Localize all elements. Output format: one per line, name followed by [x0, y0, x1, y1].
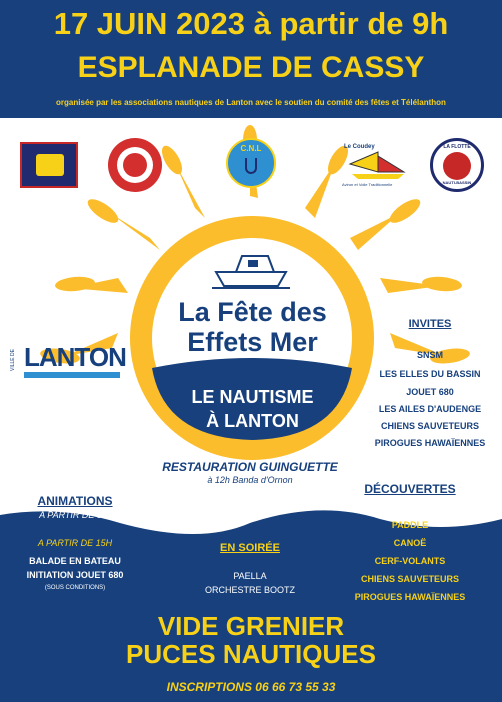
la-flotte-logo-bottom: NAUTI-BASSIN — [442, 180, 472, 185]
soiree-item1: PAELLA — [233, 571, 267, 581]
club-logo-1 — [20, 142, 78, 188]
invite-item: PIROGUES HAWAÏENNES — [374, 438, 486, 448]
coudey-logo-text: Le Coudey — [344, 144, 375, 150]
event-title-line2: Effets Mer — [187, 327, 318, 357]
wave-background — [0, 505, 502, 702]
decouverte-item: PIROGUES HAWAÏENNES — [354, 592, 466, 602]
animations-item2: INITIATION JOUET 680 — [26, 570, 124, 580]
theme-line2: À LANTON — [206, 411, 299, 431]
event-date: 17 JUIN 2023 à partir de 9h — [53, 6, 449, 41]
invites-heading: INVITES — [408, 318, 452, 330]
event-title — [150, 297, 355, 357]
event-venue: ESPLANADE DE CASSY — [77, 51, 425, 84]
invite-item: JOUET 680 — [406, 387, 454, 397]
animations-time2: A PARTIR DE 15H — [37, 538, 113, 548]
theme-line1: LE NAUTISME — [191, 387, 314, 407]
ville-name: LANTON — [24, 342, 126, 372]
invite-item: LES AILES D'AUDENGE — [378, 404, 482, 414]
event-theme — [170, 385, 335, 433]
invite-item: LES ELLES DU BASSIN — [379, 369, 481, 379]
inscriptions-phone: INSCRIPTIONS 06 66 73 55 33 — [166, 680, 336, 694]
event-title-line1: La Fête des — [178, 297, 327, 327]
decouverte-item: CERF-VOLANTS — [374, 556, 446, 566]
animations-heading: ANIMATIONS — [37, 494, 113, 508]
cnl-logo — [226, 138, 276, 190]
decouverte-item: CHIENS SAUVETEURS — [360, 574, 459, 584]
invite-item: CHIENS SAUVETEURS — [380, 421, 479, 431]
coudey-logo — [340, 138, 410, 190]
club-logo-2 — [108, 138, 162, 192]
invite-item: SNSM — [416, 350, 443, 360]
la-flotte-logo-top: LA FLOTTE — [443, 144, 471, 150]
ville-de-lanton-logo — [6, 340, 126, 384]
la-flotte-logo — [430, 138, 484, 192]
decouverte-item: CANOË — [393, 538, 427, 548]
coudey-logo-subtitle: Aviron et Voile Traditionnelle — [342, 182, 393, 187]
boat-icon — [208, 242, 294, 290]
animations-note: (SOUS CONDITIONS) — [44, 585, 106, 591]
restauration-subtitle: à 12h Banda d'Ornon — [207, 475, 293, 485]
decouvertes-heading: DÉCOUVERTES — [364, 482, 456, 496]
footer-line2: PUCES NAUTIQUES — [126, 639, 376, 669]
soiree-heading: EN SOIRÉE — [220, 542, 280, 554]
animations-time1: A PARTIR DE 9 H — [39, 510, 111, 520]
soiree-item2: ORCHESTRE BOOTZ — [204, 585, 295, 595]
ville-prefix: VILLE DE — [10, 349, 16, 371]
footer-line1: VIDE GRENIER — [157, 611, 345, 641]
restauration-title: RESTAURATION GUINGUETTE — [162, 460, 338, 474]
organizers-text: organisée par les associations nautiques de Lanton avec le soutien du comité des fêtes et Télélanthon — [56, 98, 446, 107]
animations-item1: BALADE EN BATEAU — [29, 556, 121, 566]
decouverte-item: PADDLE — [391, 520, 429, 530]
decouverte-item: KITE SURF — [386, 502, 434, 512]
cnl-logo-text: C.N.L — [240, 144, 262, 153]
